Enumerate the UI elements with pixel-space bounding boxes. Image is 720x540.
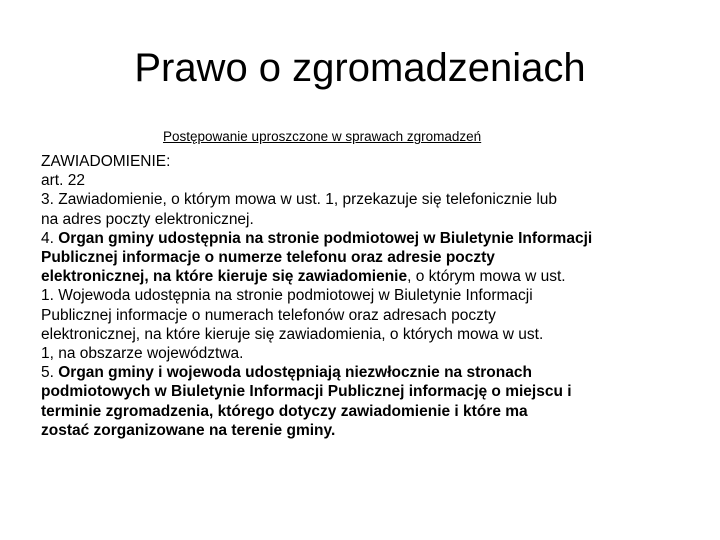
paragraph-5-number: 5. — [41, 364, 59, 382]
slide-subtitle: Postępowanie uproszczone w sprawach zgromadzeń — [163, 129, 482, 144]
paragraph-5-line-3: terminie zgromadzenia, którego dotyczy zawiadomienie i które ma — [41, 402, 528, 420]
paragraph-5-bold-text: Organ gminy i wojewoda udostępniają niezwłocznie na stronach — [58, 364, 532, 382]
paragraph-4-bold-text: Organ gminy udostępnia na stronie podmiotowej w Biuletynie Informacji — [58, 229, 593, 247]
paragraph-4-line-3 — [41, 267, 691, 286]
paragraph-4-line-2: Publicznej informacje o numerze telefonu oraz adresie poczty — [41, 249, 495, 267]
slide-body — [41, 152, 691, 440]
paragraph-5 — [41, 363, 691, 440]
paragraph-4-line-7: 1, na obszarze województwa. — [41, 345, 244, 363]
paragraph-4-line-1 — [41, 229, 691, 248]
paragraph-4-line-6: elektronicznej, na które kieruje się zawiadomienia, o których mowa w ust. — [41, 325, 544, 343]
paragraph-5-line-1 — [41, 363, 691, 382]
paragraph-4-line-5: Publicznej informacje o numerach telefonów oraz adresach poczty — [41, 306, 496, 324]
paragraph-5-line-2: podmiotowych w Biuletynie Informacji Publicznej informację o miejscu i — [41, 383, 572, 401]
paragraph-3-line-1: 3. Zawiadomienie, o którym mowa w ust. 1, przekazuje się telefonicznie lub — [41, 191, 558, 209]
paragraph-3-line-2: na adres poczty elektronicznej. — [41, 210, 254, 228]
article-reference: art. 22 — [41, 172, 85, 190]
slide-title: Prawo o zgromadzeniach — [134, 46, 586, 90]
paragraph-4-bold-text: elektronicznej, na które kieruje się zawiadomienie — [41, 268, 408, 286]
paragraph-4-text: , o którym mowa w ust. — [407, 268, 566, 286]
paragraph-4 — [41, 229, 691, 363]
paragraph-4-line-4: 1. Wojewoda udostępnia na stronie podmiotowej w Biuletynie Informacji — [41, 287, 533, 305]
paragraph-5-line-4: zostać zorganizowane na terenie gminy. — [41, 421, 336, 439]
paragraph-3 — [41, 190, 691, 228]
notification-heading: ZAWIADOMIENIE: — [41, 153, 171, 170]
paragraph-4-number: 4. — [41, 229, 59, 247]
